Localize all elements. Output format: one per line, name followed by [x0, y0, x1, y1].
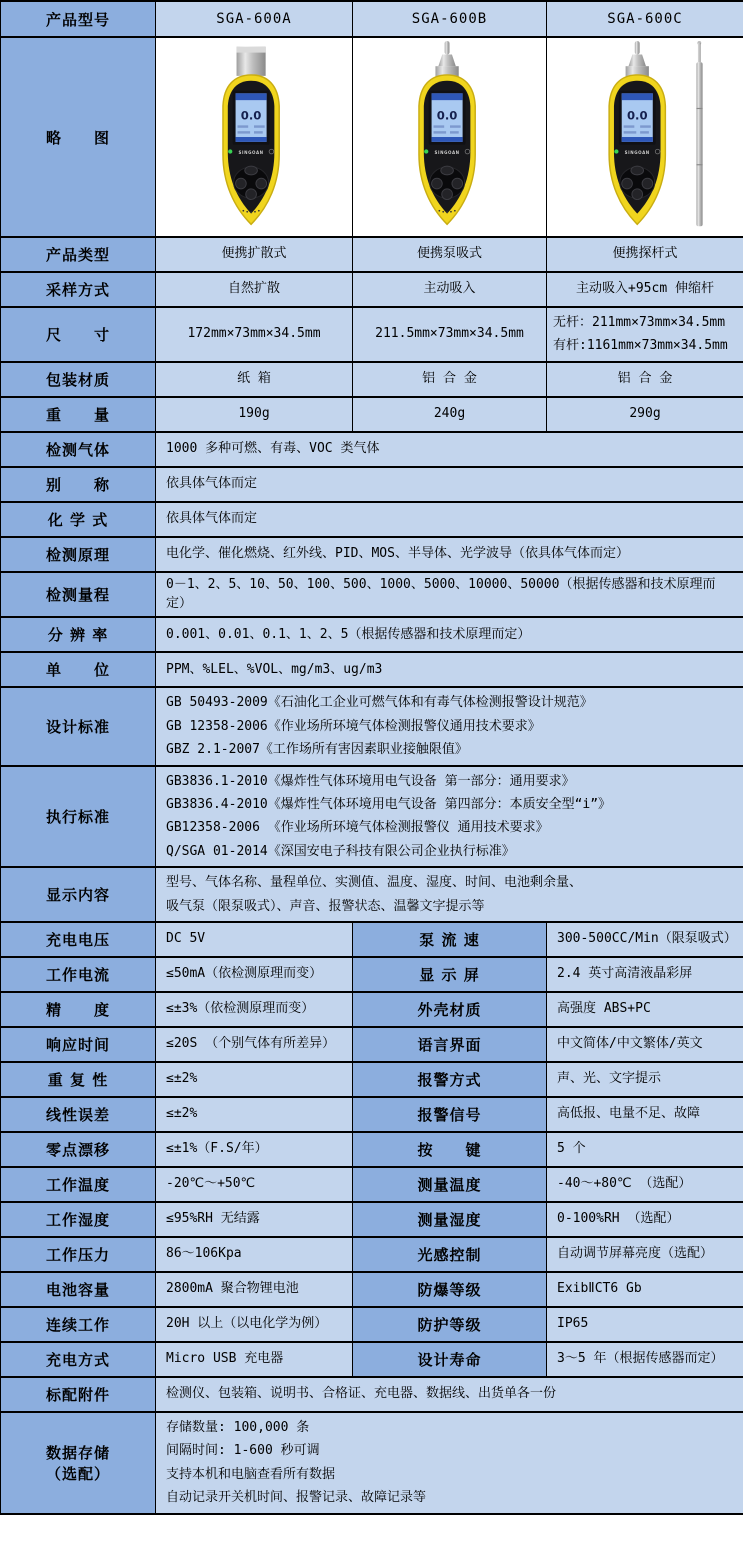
spec-value: 依具体气体而定: [156, 467, 743, 502]
spec-value: 190g: [156, 397, 353, 432]
table-row: [1, 1132, 743, 1167]
spec-value: 铝 合 金: [353, 362, 547, 397]
row-label: 语言界面: [353, 1027, 547, 1062]
row-label: 重 复 性: [1, 1062, 156, 1097]
spec-value: 2800mA 聚合物锂电池: [156, 1272, 353, 1307]
standard-line: GB 50493-2009《石油化工企业可燃气体和有毒气体检测报警设计规范》: [166, 695, 593, 711]
row-label: 采样方式: [1, 272, 156, 307]
row-label: 执行标准: [1, 766, 156, 868]
spec-value: 主动吸入: [353, 272, 547, 307]
row-label: 零点漂移: [1, 1132, 156, 1167]
spec-value: 电化学、催化燃烧、红外线、PID、MOS、半导体、光学波导（依具体气体而定）: [156, 537, 743, 572]
svg-text:0.0: 0.0: [436, 108, 457, 123]
table-row: [1, 272, 743, 307]
row-label: 尺 寸: [1, 307, 156, 362]
standard-line: GB12358-2006 《作业场所环境气体检测报警仪 通用技术要求》: [166, 820, 549, 836]
row-label: 检测气体: [1, 432, 156, 467]
spec-value: [156, 867, 743, 922]
spec-value: 1000 多种可燃、有毒、VOC 类气体: [156, 432, 743, 467]
brand-text: SINGOAN: [238, 149, 264, 155]
row-label: 防爆等级: [353, 1272, 547, 1307]
storage-label-line: （选配）: [45, 1464, 110, 1483]
spec-value: 便携扩散式: [156, 237, 353, 272]
spec-value: 铝 合 金: [547, 362, 743, 397]
standard-line: GB 12358-2006《作业场所环境气体检测报警仪通用技术要求》: [166, 718, 541, 734]
row-label: 测量湿度: [353, 1202, 547, 1237]
device-image-cell-a: [156, 37, 353, 237]
table-row: [1, 1377, 743, 1412]
spec-value: 0-100%RH （选配）: [547, 1202, 743, 1237]
spec-value: PPM、%LEL、%VOL、mg/m3、ug/m3: [156, 652, 743, 687]
spec-value: [547, 307, 743, 362]
table-row: [1, 867, 743, 922]
spec-value: ≤±3%（依检测原理而变）: [156, 992, 353, 1027]
sensor-probe: [435, 41, 458, 77]
telescopic-rod: [696, 41, 702, 226]
spec-value: 纸 箱: [156, 362, 353, 397]
table-header-row: [1, 1, 743, 37]
spec-value: 20H 以上（以电化学为例）: [156, 1307, 353, 1342]
row-label: 光感控制: [353, 1237, 547, 1272]
spec-value: [156, 687, 743, 765]
spec-value: 172mm×73mm×34.5mm: [156, 307, 353, 362]
spec-value: 检测仪、包装箱、说明书、合格证、充电器、数据线、出货单各一份: [156, 1377, 743, 1412]
table-row: [1, 1307, 743, 1342]
led-indicator: [424, 149, 428, 153]
storage-line: 间隔时间: 1-600 秒可调: [166, 1443, 320, 1459]
svg-text:0.0: 0.0: [626, 108, 648, 123]
standard-line: GBZ 2.1-2007《工作场所有害因素职业接触限值》: [166, 742, 468, 758]
row-label: 线性误差: [1, 1097, 156, 1132]
spec-value: 自然扩散: [156, 272, 353, 307]
row-label: 精 度: [1, 992, 156, 1027]
spec-value: IP65: [547, 1307, 743, 1342]
standard-line: GB3836.1-2010《爆炸性气体环境用电气设备 第一部分：通用要求》: [166, 773, 575, 789]
table-row: [1, 307, 743, 362]
table-row: [1, 432, 743, 467]
device-illustration-sga-600b: [376, 40, 524, 234]
model-name-a: SGA-600A: [156, 1, 353, 37]
dim-line: 无杆：211mm×73mm×34.5mm: [553, 315, 726, 330]
spec-value: 便携泵吸式: [353, 237, 547, 272]
table-row: [1, 1237, 743, 1272]
row-label: 显 示 屏: [353, 957, 547, 992]
standard-line: Q/SGA 01-2014《深国安电子科技有限公司企业执行标准》: [166, 843, 515, 859]
row-label: 工作湿度: [1, 1202, 156, 1237]
row-label: 外壳材质: [353, 992, 547, 1027]
spec-value: [156, 766, 743, 868]
spec-value: 290g: [547, 397, 743, 432]
spec-value: 240g: [353, 397, 547, 432]
table-row: [1, 1097, 743, 1132]
row-label: 测量温度: [353, 1167, 547, 1202]
display-content-line: 吸气泵（限泵吸式）、声音、报警状态、温馨文字提示等: [166, 898, 485, 914]
table-row: [1, 922, 743, 957]
table-row: [1, 467, 743, 502]
table-row: [1, 687, 743, 765]
table-row: [1, 537, 743, 572]
spec-value: 211.5mm×73mm×34.5mm: [353, 307, 547, 362]
row-label: 报警方式: [353, 1062, 547, 1097]
row-label: 显示内容: [1, 867, 156, 922]
row-label: [1, 1412, 156, 1514]
table-row: [1, 617, 743, 652]
row-label: 充电电压: [1, 922, 156, 957]
spec-value: ≤20S （个别气体有所差异）: [156, 1027, 353, 1062]
dim-line: 有杆:1161mm×73mm×34.5mm: [553, 338, 728, 354]
table-row: [1, 362, 743, 397]
spec-value: 依具体气体而定: [156, 502, 743, 537]
spec-value: -40～+80℃ （选配）: [547, 1167, 743, 1202]
row-label: 检测原理: [1, 537, 156, 572]
row-label: 设计寿命: [353, 1342, 547, 1377]
row-label: 别 称: [1, 467, 156, 502]
spec-value: 5 个: [547, 1132, 743, 1167]
spec-value: 3～5 年（根据传感器而定）: [547, 1342, 743, 1377]
product-model-label: 产品型号: [1, 1, 156, 37]
device-screen: [428, 90, 465, 144]
spec-value: ≤50mA（依检测原理而变）: [156, 957, 353, 992]
table-row: [1, 397, 743, 432]
sensor-cap: [237, 47, 266, 76]
table-row: [1, 766, 743, 868]
spec-value: [156, 1412, 743, 1514]
sensor-probe: [626, 41, 649, 77]
table-row: [1, 1202, 743, 1237]
row-label: 化 学 式: [1, 502, 156, 537]
spec-value: ≤95%RH 无结露: [156, 1202, 353, 1237]
spec-value: DC 5V: [156, 922, 353, 957]
device-image-cell-c: [547, 37, 743, 237]
sketch-row: [1, 37, 743, 237]
standard-line: GB3836.4-2010《爆炸性气体环境用电气设备 第四部分：本质安全型“i”》: [166, 797, 612, 813]
spec-value: 86～106Kpa: [156, 1237, 353, 1272]
row-label: 标配附件: [1, 1377, 156, 1412]
spec-value: ≤±1%（F.S/年）: [156, 1132, 353, 1167]
row-label: 工作电流: [1, 957, 156, 992]
row-label: 分 辨 率: [1, 617, 156, 652]
model-name-c: SGA-600C: [547, 1, 743, 37]
storage-label-line: 数据存储: [45, 1443, 110, 1462]
storage-line: 存储数量: 100,000 条: [166, 1419, 310, 1435]
row-label: 工作温度: [1, 1167, 156, 1202]
storage-line: 自动记录开关机时间、报警记录、故障记录等: [166, 1490, 427, 1506]
svg-text:0.0: 0.0: [240, 108, 262, 123]
row-label: 设计标准: [1, 687, 156, 765]
table-row: [1, 992, 743, 1027]
spec-value: 300-500CC/Min（限泵吸式）: [547, 922, 743, 957]
spec-value: 主动吸入+95cm 伸缩杆: [547, 272, 743, 307]
row-label: 充电方式: [1, 1342, 156, 1377]
spec-value: 0－1、2、5、10、50、100、500、1000、5000、10000、50000（根据传感器和技术原理而定）: [156, 572, 743, 618]
table-row: [1, 1412, 743, 1514]
row-label: 报警信号: [353, 1097, 547, 1132]
led-indicator: [228, 149, 232, 153]
table-row: [1, 1272, 743, 1307]
row-label: 产品类型: [1, 237, 156, 272]
spec-value: 声、光、文字提示: [547, 1062, 743, 1097]
table-row: [1, 572, 743, 618]
table-row: [1, 1167, 743, 1202]
device-screen: [233, 90, 270, 144]
device-image-cell-b: [353, 37, 547, 237]
spec-value: 高低报、电量不足、故障: [547, 1097, 743, 1132]
row-label: 单 位: [1, 652, 156, 687]
table-row: [1, 237, 743, 272]
brand-text: SINGOAN: [624, 149, 650, 155]
brand-text: SINGOAN: [434, 149, 460, 155]
spec-value: ≤±2%: [156, 1062, 353, 1097]
spec-value: -20℃～+50℃: [156, 1167, 353, 1202]
spec-value: ExibⅡCT6 Gb: [547, 1272, 743, 1307]
spec-value: 中文简体/中文繁体/英文: [547, 1027, 743, 1062]
table-row: [1, 1342, 743, 1377]
device-illustration-sga-600c: [571, 40, 719, 234]
spec-value: 0.001、0.01、0.1、1、2、5（根据传感器和技术原理而定）: [156, 617, 743, 652]
display-content-line: 型号、气体名称、量程单位、实测值、温度、湿度、时间、电池剩余量、: [166, 875, 583, 891]
table-row: [1, 1062, 743, 1097]
row-label: 响应时间: [1, 1027, 156, 1062]
spec-value: 便携探杆式: [547, 237, 743, 272]
model-name-b: SGA-600B: [353, 1, 547, 37]
spec-value: ≤±2%: [156, 1097, 353, 1132]
row-label: 电池容量: [1, 1272, 156, 1307]
table-row: [1, 957, 743, 992]
device-screen: [619, 90, 656, 144]
sketch-label: 略 图: [1, 37, 156, 237]
table-row: [1, 502, 743, 537]
row-label: 泵 流 速: [353, 922, 547, 957]
spec-value: 2.4 英寸高清液晶彩屏: [547, 957, 743, 992]
row-label: 防护等级: [353, 1307, 547, 1342]
row-label: 检测量程: [1, 572, 156, 618]
spec-value: 高强度 ABS+PC: [547, 992, 743, 1027]
row-label: 工作压力: [1, 1237, 156, 1272]
table-row: [1, 1027, 743, 1062]
spec-value: Micro USB 充电器: [156, 1342, 353, 1377]
spec-value: 自动调节屏幕亮度（选配）: [547, 1237, 743, 1272]
row-label: 按 键: [353, 1132, 547, 1167]
row-label: 连续工作: [1, 1307, 156, 1342]
row-label: 重 量: [1, 397, 156, 432]
row-label: 包装材质: [1, 362, 156, 397]
table-row: [1, 652, 743, 687]
storage-line: 支持本机和电脑查看所有数据: [166, 1466, 336, 1482]
led-indicator: [614, 149, 618, 153]
device-illustration-sga-600a: [180, 40, 328, 234]
